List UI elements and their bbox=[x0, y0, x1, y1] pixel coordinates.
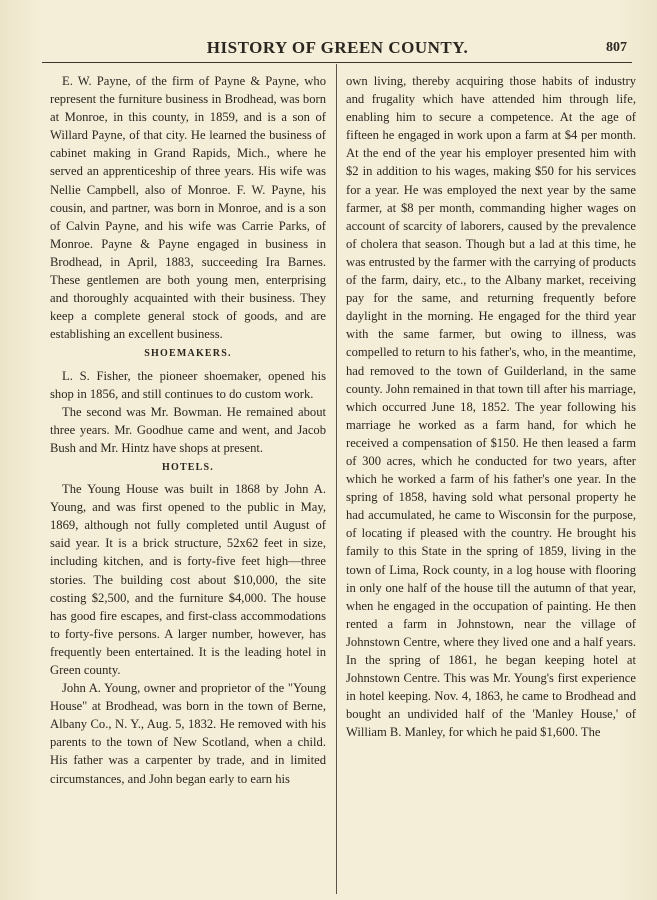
paragraph-john-young: John A. Young, owner and proprietor of the "Young House" at Brodhead, was born in the town of Berne, Albany Co., N. Y., Aug. 5, 1832. He removed with his parents to the town of New Scotland, when a child. His father was a carpenter by trade, and in limited circumstances, and John began early to earn his bbox=[50, 681, 326, 786]
paragraph-continued: own living, thereby acquiring those habits of industry and frugality which have attended him through life, enabling him to secure a competence. At the age of fifteen he engaged in work upon a farm at $4 per month. At the end of the year his employer presented him with $2 in addition to his wages, making $50 for his services for a year. He was employed the next year by the same farmer, at $8 per month, commanding higher wages on account of scarcity of laborers, caused by the prevalence of cholera that season. Though but a lad at this time, he was entrusted by the farmer with the carrying of products of the farm, dairy, etc., to the Albany market, receiving pay for the same, and returning frequently before daylight in the morning. He engaged for the third year with the same farmer, but owing to illness, was compelled to return to his father's, who, in the meantime, had removed to the town of Guilderland, in the same county. John remained in that town till after his marriage, which occurred June 18, 1852. The year following his marriage he worked as a farm hand, for which he received a compensation of $150. He then leased a farm of 300 acres, which he conducted for two years, after which he worked a farm of his father's one year. In the spring of 1858, having sold what personal property he had accumulated, he came to Wisconsin for the purpose, of locating if pleased with the country. He brought his family to this State in the spring of 1859, living in the town of Lima, Rock county, in a log house with flooring in only one half of the house till the autumn of that year, when he engaged in the occupation of painting. He then rented a farm in Johnstown, near the village of Johnstown Centre, where they lived one and a half years. In the spring of 1861, he began keeping hotel at Johnstown Centre. This was Mr. Young's first experience in hotel keeping. Nov. 4, 1863, he came to Brodhead and bought an undivided half of the 'Manley House,' of William B. Manley, for which he paid $1,600. The bbox=[346, 74, 636, 740]
column-divider bbox=[336, 64, 337, 894]
header-rule bbox=[42, 62, 632, 63]
paragraph-fisher: L. S. Fisher, the pioneer shoemaker, opened his shop in 1856, and still continues to do custom work. bbox=[50, 368, 326, 401]
running-title: HISTORY OF GREEN COUNTY. bbox=[206, 38, 469, 57]
heading-shoemakers: SHOEMAKERS. bbox=[144, 348, 232, 360]
page-header bbox=[48, 38, 627, 60]
right-column bbox=[346, 72, 636, 741]
page-number: 807 bbox=[606, 40, 627, 55]
heading-hotels: HOTELS. bbox=[161, 461, 215, 473]
left-column bbox=[50, 72, 326, 788]
paragraph-bowman: The second was Mr. Bowman. He remained about three years. Mr. Goodhue came and went, and Jacob Bush and Mr. Hintz have shops at present. bbox=[50, 404, 326, 455]
paragraph-young-house: The Young House was built in 1868 by John A. Young, and was first opened to the public in May, 1869, although not fully completed until August of said year. It is a brick structure, 52x62 feet in size, including kitchen, and is forty-five feet high—three stories. The building cost about $10,000, the site costing $2,500, and the furniture $4,000. The house has good fire escapes, and first-class accommodations to forty-five persons. A larger number, however, has frequently been entertained. It is the leading hotel in Green county. bbox=[50, 482, 326, 677]
paragraph-payne: E. W. Payne, of the firm of Payne & Payne, who represent the furniture business in Brodhead, was born at Monroe, in this county, in 1859, and is a son of Willard Payne, of that city. He learned the business of cabinet making in Grand Rapids, Mich., where he served an apprenticeship of three years. His wife was Nellie Campbell, also of Monroe. F. W. Payne, his cousin, and partner, was born in Monroe, and is a son of Calvin Payne, and his wife was Carrie Parks, of Monroe. Payne & Payne engaged in business in Brodhead, in April, 1883, succeeding Ira Barnes. These gentlemen are both young men, enterprising and thoroughly acquainted with their business. They keep a complete general stock of goods, and are establishing an excellent business. bbox=[50, 74, 326, 342]
